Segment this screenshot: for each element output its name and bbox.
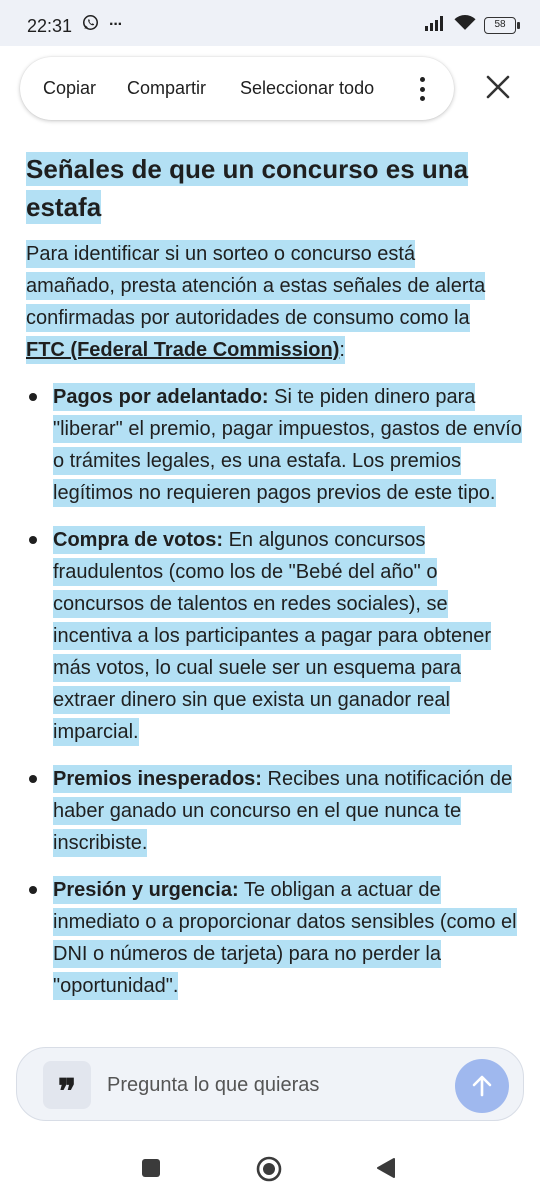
copy-button[interactable]: Copiar xyxy=(43,78,97,98)
bullet-dot xyxy=(29,775,37,783)
battery-icon xyxy=(484,17,516,34)
list-item xyxy=(26,763,522,859)
more-vert-icon[interactable] xyxy=(410,75,434,103)
square-icon[interactable] xyxy=(142,1159,160,1177)
more-notifications-icon: ··· xyxy=(109,16,122,33)
whatsapp-icon xyxy=(82,14,99,36)
list-item xyxy=(26,524,522,748)
article-content xyxy=(26,150,526,1030)
bullet-dot xyxy=(29,886,37,894)
list-item xyxy=(26,874,522,1002)
circle-home-icon[interactable] xyxy=(256,1156,282,1187)
battery-level: 58 xyxy=(494,18,506,30)
intro-colon: : xyxy=(339,339,345,361)
intro-text: Para identificar si un sorteo o concurso está amañado, presta atención a estas señales de alerta confirmadas por autoridades de consumo como la xyxy=(26,243,486,329)
status-bar xyxy=(0,0,540,46)
list-item-text: Si te piden dinero para "liberar" el premio, pagar impuestos, gastos de envío o trámites legales, es una estafa. Los premios legítimos no requieren pagos previos de este tipo. xyxy=(53,386,522,504)
list-item-text: En algunos concursos fraudulentos (como los de "Bebé del año" o concursos de talentos en redes sociales), se incentiva a los participantes a pagar para obtener más votos, lo cual suele ser un esquema para extraer dinero sin que exista un ganador real imparcial. xyxy=(53,529,492,743)
list-item-heading: Premios inesperados: xyxy=(53,768,262,790)
arrow-up-icon xyxy=(469,1073,495,1099)
select-all-button[interactable]: Seleccionar todo xyxy=(240,78,375,98)
article-title-text: Señales de que un concurso es una estafa xyxy=(26,154,469,222)
warning-signs-list xyxy=(26,381,526,1002)
send-button[interactable] xyxy=(455,1059,509,1113)
article-intro xyxy=(26,238,496,366)
bullet-dot xyxy=(29,393,37,401)
share-button[interactable]: Compartir xyxy=(127,78,207,98)
list-item-text: Te obligan a actuar de inmediato o a proporcionar datos sensibles (como el DNI o números de tarjeta) para no perder la "oportunidad". xyxy=(53,879,517,997)
list-item-heading: Compra de votos: xyxy=(53,529,224,551)
list-item-heading: Pagos por adelantado: xyxy=(53,386,269,408)
prompt-input[interactable] xyxy=(107,1070,437,1100)
signal-icon xyxy=(424,15,446,36)
quote-icon[interactable]: ❞ xyxy=(43,1061,91,1109)
bullet-dot xyxy=(29,536,37,544)
list-item-heading: Presión y urgencia: xyxy=(53,879,239,901)
content-fade xyxy=(0,1008,540,1044)
selection-toolbar xyxy=(20,57,454,120)
list-item xyxy=(26,381,522,509)
prompt-bar xyxy=(16,1047,524,1121)
close-icon[interactable] xyxy=(482,71,514,103)
navigation-bar xyxy=(0,1136,540,1200)
list-item-text: Recibes una notificación de haber ganado un concurso en el que nunca te inscribiste. xyxy=(53,768,513,854)
status-notification-icons xyxy=(82,14,122,36)
article-title xyxy=(26,150,486,226)
triangle-back-icon[interactable] xyxy=(376,1157,396,1184)
ftc-link[interactable]: FTC (Federal Trade Commission) xyxy=(26,339,340,361)
status-system-icons xyxy=(424,14,516,36)
status-time: 22:31 xyxy=(27,16,73,36)
wifi-icon xyxy=(454,14,476,36)
